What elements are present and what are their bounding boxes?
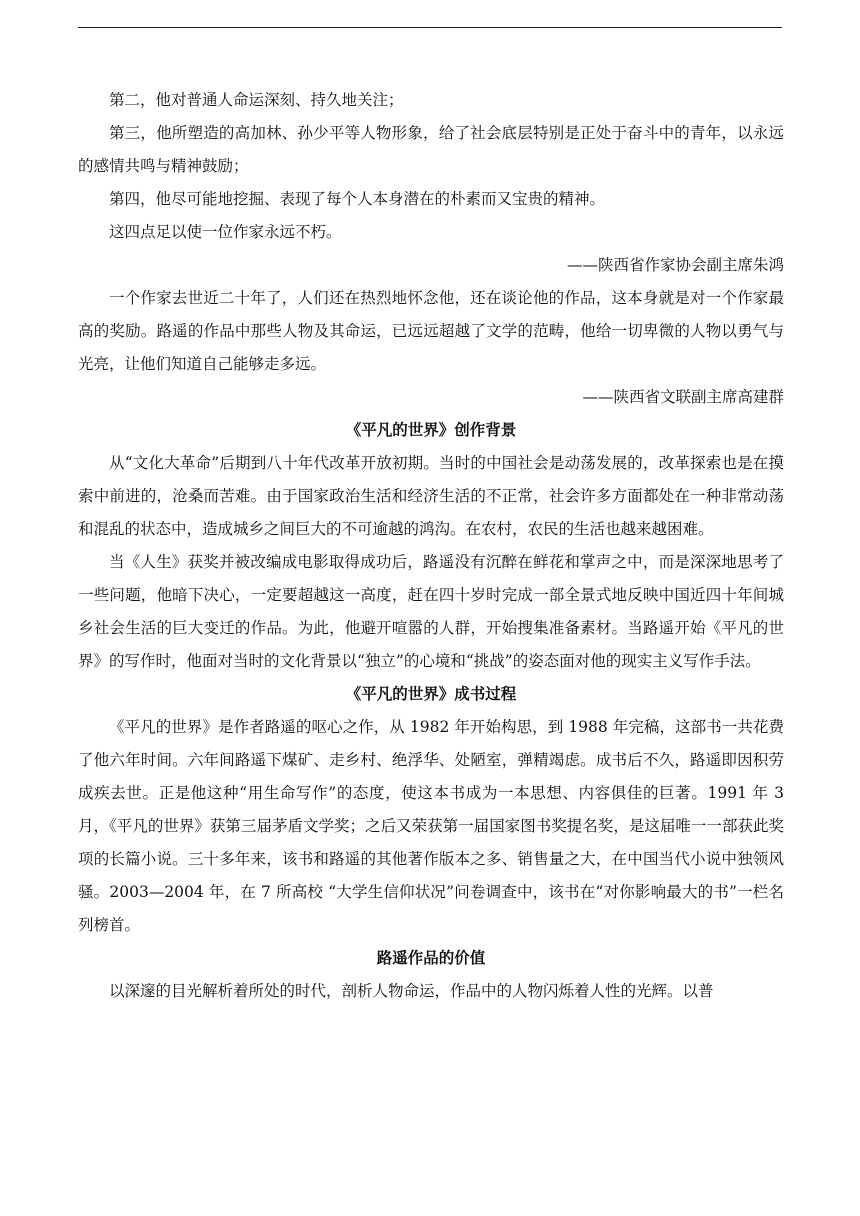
section-heading: 路遥作品的价值 bbox=[376, 949, 486, 967]
attribution: ——陕西省文联副主席高建群 bbox=[582, 388, 784, 406]
paragraph: 第四，他尽可能地挖掘、表现了每个人本身潜在的朴素而又宝贵的精神。 bbox=[109, 190, 606, 208]
paragraph: 当《人生》获奖并被改编成电影取得成功后，路遥没有沉醉在鲜花和掌声之中，而是深深地思考了一些问题，他暗下决心，一定要超越这一高度，赶在四十岁时完成一部全景式地反映中国近四十年间城乡社会生活的巨大变迁的作品。为此，他避开喧嚣的人群，开始搜集准备素材。当路遥开始《平凡的世界》的写作时，他面对当时的文化背景以“独立”的心境和“挑战”的姿态面对他的现实主义写作手法。 bbox=[78, 553, 784, 670]
section-heading: 《平凡的世界》创作背景 bbox=[345, 421, 517, 439]
paragraph: 以深邃的目光解析着所处的时代，剖析人物命运，作品中的人物闪烁着人性的光辉。以普 bbox=[109, 982, 714, 1000]
paragraph: 《平凡的世界》是作者路遥的呕心之作，从 1982 年开始构思，到 1988 年完稿，这部书一共花费了他六年时间。六年间路遥下煤矿、走乡村、绝浮华、处陋室，弹精竭虑。成书后不久，路遥即因积劳成疾去世。正是他这种“用生命写作”的态度，使这本书成为一本思想、内容俱佳的巨著。1991 年 3 月，《平凡的世界》获第三届茅盾文学奖；之后又荣获第一届国家图书奖提名奖，是这届唯一一部获此奖项的长篇小说。三十多年来，该书和路遥的其他著作版本之多、销售量之大，在中国当代小说中独领风骚。2003—2004 年，在 7 所高校 “大学生信仰状况”问卷调查中，该书在“对你影响最大的书”一栏名列榜首。 bbox=[78, 718, 784, 934]
paragraph: 第二，他对普通人命运深刻、持久地关注； bbox=[109, 91, 404, 109]
header-rule bbox=[78, 27, 782, 28]
section-heading: 《平凡的世界》成书过程 bbox=[345, 685, 517, 703]
paragraph: 一个作家去世近二十年了，人们还在热烈地怀念他，还在谈论他的作品，这本身就是对一个作家最高的奖励。路遥的作品中那些人物及其命运，已远远超越了文学的范畴，他给一切卑微的人物以勇气与光亮，让他们知道自己能够走多远。 bbox=[78, 289, 784, 373]
attribution: ——陕西省作家协会副主席朱鸿 bbox=[566, 256, 784, 274]
paragraph: 这四点足以使一位作家永远不朽。 bbox=[109, 223, 342, 241]
paragraph: 第三，他所塑造的高加林、孙少平等人物形象，给了社会底层特别是正处于奋斗中的青年，以永远的感情共鸣与精神鼓励； bbox=[78, 124, 784, 175]
paragraph: 从“文化大革命”后期到八十年代改革开放初期。当时的中国社会是动荡发展的，改革探索也是在摸索中前进的，沧桑而苦难。由于国家政治生活和经济生活的不正常，社会许多方面都处在一种非常动荡和混乱的状态中，造成城乡之间巨大的不可逾越的鸿沟。在农村，农民的生活也越来越困难。 bbox=[78, 454, 784, 538]
document-body bbox=[78, 84, 784, 1008]
